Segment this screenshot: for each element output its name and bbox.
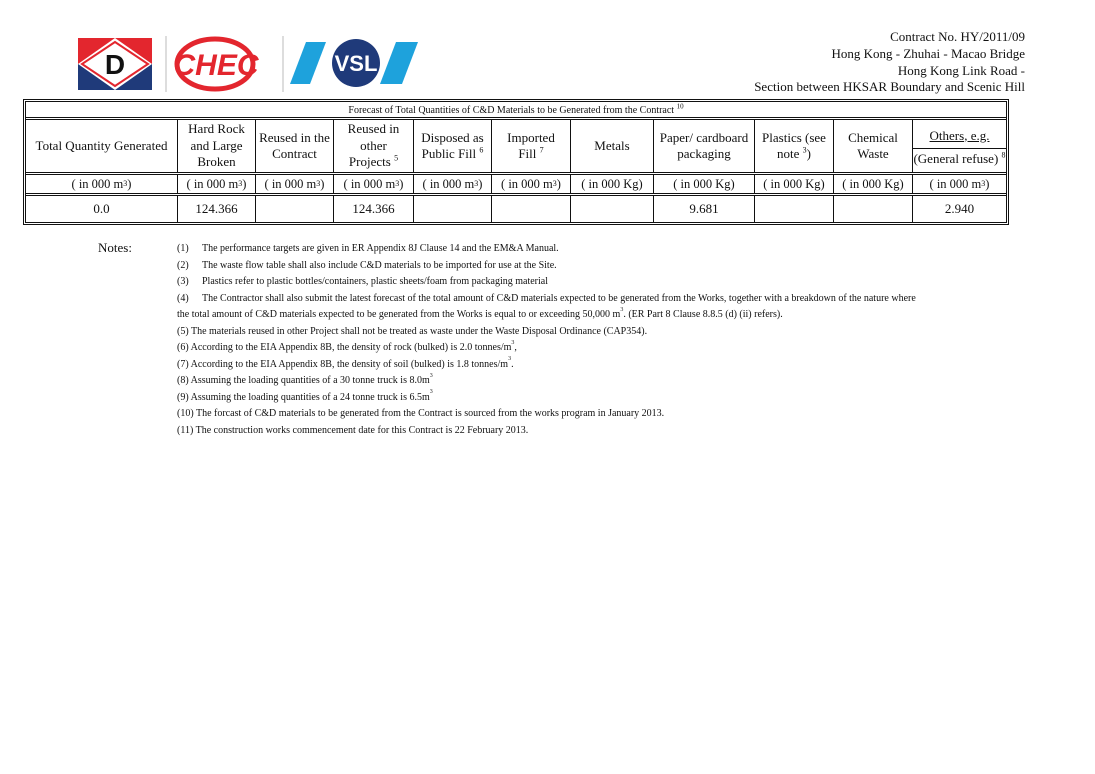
column-header-line: Others, e.g. <box>929 127 990 143</box>
column-value: 124.366 <box>178 196 256 222</box>
footnote-ref: 7 <box>539 145 544 155</box>
note-number: (3) <box>177 276 189 287</box>
company-logos <box>78 34 423 94</box>
column-header-line: other <box>360 137 387 153</box>
column-value <box>256 196 334 222</box>
d-logo-letter: D <box>104 49 126 80</box>
column-header-line: Projects $^5$ <box>348 153 399 170</box>
column-header-text <box>348 121 400 171</box>
column-unit: ( in 000 m 3 ) <box>26 175 178 193</box>
footnote-ref: 6 <box>479 145 484 155</box>
footnote-ref: 3 <box>802 145 807 155</box>
note-item: (6) According to the EIA Appendix 8B, the density of rock (bulked) is 2.0 tonnes/$m^3$, <box>177 339 517 353</box>
column-header <box>256 120 334 172</box>
column-value <box>492 196 571 222</box>
column-header-line: Broken <box>197 154 236 170</box>
column-header-line: (General refuse) $^8$ <box>913 150 1006 166</box>
column-header-line: Paper/ cardboard <box>659 129 749 145</box>
note-text: The performance targets are given in ER Appendix 8J Clause 14 and the EM&A Manual. <box>202 243 559 254</box>
column-header <box>571 120 654 172</box>
column-unit: ( in 000 Kg) <box>755 175 834 193</box>
column-value: 9.681 <box>654 196 755 222</box>
note-number: (4) <box>177 292 189 304</box>
column-header-text <box>913 128 1005 168</box>
column-header-line: note $^3$) <box>777 145 811 161</box>
divider <box>913 148 1005 149</box>
footnote-ref: 8 <box>1001 150 1006 160</box>
column-unit: ( in 000 Kg) <box>654 175 755 193</box>
column-value: 0.0 <box>26 196 178 222</box>
note-text: Plastics refer to plastic bottles/containers, plastic sheets/foam from packaging material <box>202 276 549 287</box>
column-header-line: Chemical <box>848 129 898 145</box>
note-item <box>177 241 1007 258</box>
column-header-text <box>188 121 245 171</box>
unit-exponent: 3 <box>620 306 624 313</box>
column-header-line: Reused in <box>347 121 400 137</box>
logo-strip <box>78 34 423 94</box>
column-value <box>414 196 492 222</box>
column-header <box>414 120 492 172</box>
project-link-road: Hong Kong Link Road - <box>897 62 1025 78</box>
column-header-text <box>762 130 826 163</box>
column-header-line: Public Fill $^6$ <box>421 145 484 161</box>
table-units-row <box>26 175 1006 196</box>
column-header-text <box>507 130 555 163</box>
note-number: (1) <box>177 243 189 254</box>
unit-exponent: 3 <box>511 339 515 346</box>
column-header-line: Metals <box>594 137 630 153</box>
contract-header <box>754 29 1025 96</box>
column-header <box>334 120 414 172</box>
note-item: (7) According to the EIA Appendix 8B, the density of soil (bulked) is 1.8 tonnes/$m^3$. <box>177 356 514 370</box>
forecast-table <box>23 99 1009 225</box>
column-header <box>913 120 1006 172</box>
note-item <box>177 258 1007 275</box>
column-header-line: Reused in the <box>259 129 330 145</box>
column-header <box>834 120 913 172</box>
column-header-text <box>848 130 898 163</box>
column-header <box>755 120 834 172</box>
note-item <box>177 291 1007 308</box>
column-unit: ( in 000 m 3 ) <box>334 175 414 193</box>
unit-exponent: 3 <box>429 372 433 379</box>
vsl-logo-text: VSL <box>334 51 378 76</box>
column-header <box>492 120 571 172</box>
note-number: (2) <box>177 259 189 271</box>
note-item: (11) The construction works commencement date for this Contract is 22 February 2013. <box>177 424 529 436</box>
notes-label: Notes: <box>98 240 132 255</box>
column-value: 2.940 <box>944 200 975 216</box>
column-header-line: Contract <box>272 146 317 161</box>
column-header-line: and Large <box>190 137 243 153</box>
column-header <box>178 120 256 172</box>
column-header-line: packaging <box>677 146 731 161</box>
contract-number: Contract No. HY/2011/09 <box>890 29 1025 44</box>
unit-exponent: 3 <box>508 356 512 363</box>
column-unit: ( in 000 m 3 ) <box>178 175 256 193</box>
column-header <box>654 120 755 172</box>
note-item: (5) The materials reused in other Project shall not be treated as waste under the Waste Disposal Ordinance (CAP354). <box>177 325 648 337</box>
column-header-line: Imported <box>507 129 555 145</box>
column-header-text <box>594 138 629 155</box>
column-unit: ( in 000 m 3 ) <box>256 175 334 193</box>
note-text: The waste flow table shall also include C&D materials to be imported for use at the Site. <box>202 259 557 271</box>
column-header-text <box>660 130 748 163</box>
column-header-line: Plastics (see <box>762 129 826 145</box>
note-item <box>177 274 1007 291</box>
project-section: Section between HKSAR Boundary and Scenic Hill <box>754 79 1025 95</box>
note-text: The Contractor shall also submit the latest forecast of the total amount of C&D materials expected to be generated from the Works, together with a breakdown of the nature where <box>202 292 916 304</box>
column-unit: ( in 000 m 3 ) <box>414 175 492 193</box>
column-value <box>834 196 913 222</box>
column-header-line: Disposed as <box>421 129 484 145</box>
table-header-row <box>26 120 1006 175</box>
project-name: Hong Kong - Zhuhai - Macao Bridge <box>831 45 1025 61</box>
column-unit: ( in 000 Kg) <box>834 175 913 193</box>
notes-list <box>177 241 1007 439</box>
note-item: (9) Assuming the loading quantities of a 24 tonne truck is $6.5m^3$ <box>177 389 433 403</box>
unit-exponent: 3 <box>429 389 433 396</box>
chec-logo <box>173 39 259 89</box>
column-unit: ( in 000 m 3 ) <box>929 176 990 191</box>
note-continuation: the total amount of C&D materials expected to be generated from the Works is equal to or exceeding 50,000 $m^3$. (ER Part 8 Clause 8.8.5 (d) (ii) refers). <box>177 306 783 320</box>
column-value <box>755 196 834 222</box>
table-values-row <box>26 196 1006 222</box>
d-logo <box>78 38 152 90</box>
chec-logo-text: CHEC <box>173 49 259 82</box>
table-title: Forecast of Total Quantities of C&D Materials to be Generated from the Contract $^{10}$ <box>26 102 1006 120</box>
column-value: 124.366 <box>334 196 414 222</box>
vsl-logo <box>290 39 418 87</box>
column-header-line: Waste <box>857 146 889 161</box>
column-header-text <box>421 130 483 163</box>
column-header-line: Hard Rock <box>188 121 245 137</box>
column-header-text <box>36 138 168 155</box>
column-header <box>26 120 178 172</box>
column-header-line: Fill $^7$ <box>518 145 544 161</box>
column-unit: ( in 000 Kg) <box>571 175 654 193</box>
footnote-ref: 5 <box>394 153 399 163</box>
column-value <box>571 196 654 222</box>
column-unit: ( in 000 m 3 ) <box>492 175 571 193</box>
column-header-line: Total Quantity Generated <box>35 137 168 153</box>
note-item: (10) The forcast of C&D materials to be generated from the Contract is sourced from the works program in January 2013. <box>177 408 665 419</box>
column-header-text <box>259 130 330 163</box>
note-item: (8) Assuming the loading quantities of a 30 tonne truck is $8.0m^3$ <box>177 372 433 386</box>
